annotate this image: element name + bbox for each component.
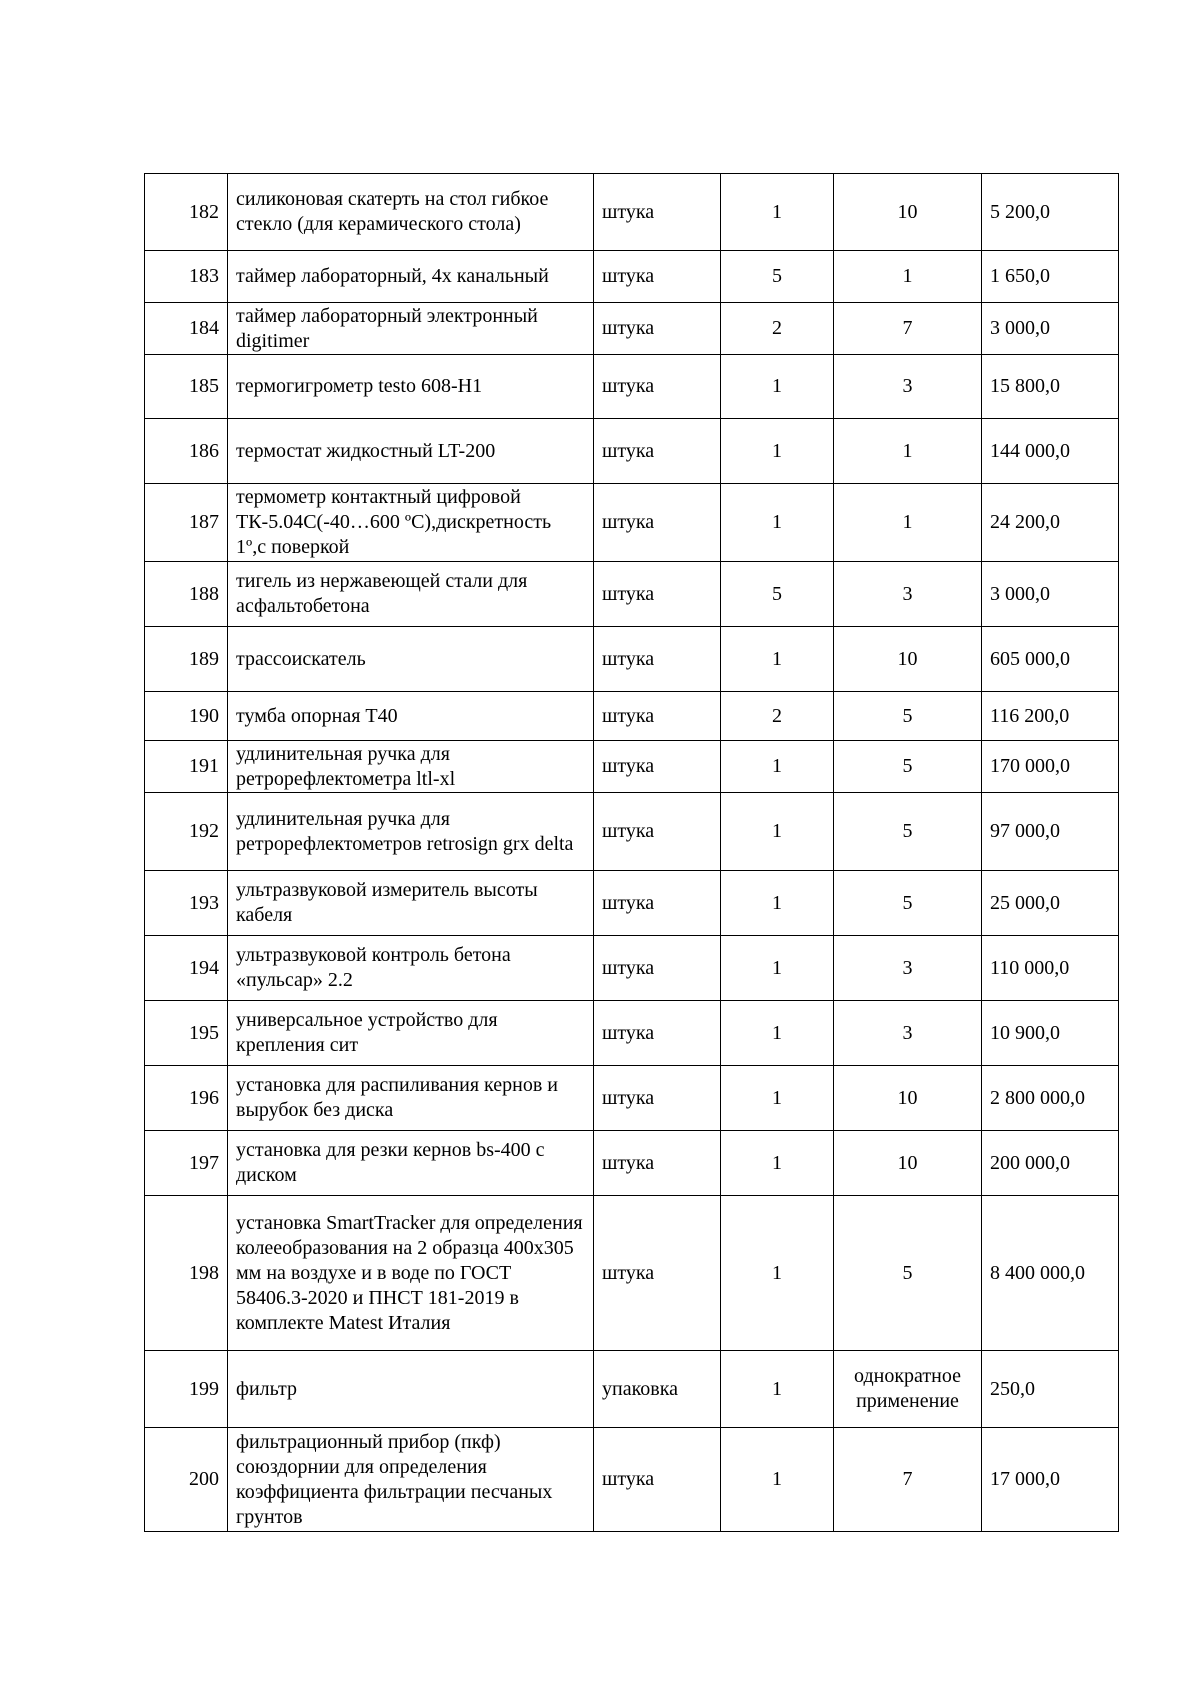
quantity: 1 <box>721 741 834 793</box>
item-name: термометр контактный цифровой ТК-5.04С(-40…600 ºС),дискретность 1º,с поверкой <box>228 484 594 562</box>
row-number: 182 <box>145 174 228 251</box>
price: 170 000,0 <box>982 741 1119 793</box>
row-number: 183 <box>145 251 228 303</box>
quantity: 1 <box>721 1428 834 1532</box>
item-name: термогигрометр testo 608-H1 <box>228 355 594 419</box>
price: 250,0 <box>982 1351 1119 1428</box>
unit-of-measure: штука <box>594 1131 721 1196</box>
price: 8 400 000,0 <box>982 1196 1119 1351</box>
price: 2 800 000,0 <box>982 1066 1119 1131</box>
row-number: 184 <box>145 303 228 355</box>
table-row <box>145 251 1119 303</box>
table-row <box>145 936 1119 1001</box>
unit-of-measure: штука <box>594 419 721 484</box>
service-life: 5 <box>834 871 982 936</box>
price: 200 000,0 <box>982 1131 1119 1196</box>
item-name: таймер лабораторный электронный digitimer <box>228 303 594 355</box>
price: 1 650,0 <box>982 251 1119 303</box>
table-row <box>145 692 1119 741</box>
service-life: 5 <box>834 692 982 741</box>
table-row <box>145 1001 1119 1066</box>
price: 5 200,0 <box>982 174 1119 251</box>
item-name: трассоискатель <box>228 627 594 692</box>
table-row <box>145 419 1119 484</box>
price: 25 000,0 <box>982 871 1119 936</box>
table-row <box>145 562 1119 627</box>
service-life: 1 <box>834 484 982 562</box>
row-number: 187 <box>145 484 228 562</box>
price: 97 000,0 <box>982 793 1119 871</box>
service-life: 10 <box>834 627 982 692</box>
row-number: 194 <box>145 936 228 1001</box>
unit-of-measure: штука <box>594 303 721 355</box>
quantity: 1 <box>721 793 834 871</box>
quantity: 1 <box>721 871 834 936</box>
price: 3 000,0 <box>982 303 1119 355</box>
row-number: 188 <box>145 562 228 627</box>
item-name: установка SmartTracker для определения колееобразования на 2 образца 400х305 мм на воздухе и в воде по ГОСТ 58406.3-2020 и ПНСТ 181-2019 в комплекте Matest Италия <box>228 1196 594 1351</box>
price: 605 000,0 <box>982 627 1119 692</box>
item-name: фильтр <box>228 1351 594 1428</box>
table-row <box>145 174 1119 251</box>
row-number: 191 <box>145 741 228 793</box>
service-life: 10 <box>834 174 982 251</box>
table-row <box>145 484 1119 562</box>
price: 15 800,0 <box>982 355 1119 419</box>
unit-of-measure: штука <box>594 627 721 692</box>
service-life: 1 <box>834 419 982 484</box>
service-life: 3 <box>834 355 982 419</box>
unit-of-measure: штука <box>594 1196 721 1351</box>
unit-of-measure: штука <box>594 871 721 936</box>
price: 3 000,0 <box>982 562 1119 627</box>
unit-of-measure: штука <box>594 251 721 303</box>
row-number: 195 <box>145 1001 228 1066</box>
row-number: 196 <box>145 1066 228 1131</box>
item-name: тигель из нержавеющей стали для асфальтобетона <box>228 562 594 627</box>
item-name: таймер лабораторный, 4х канальный <box>228 251 594 303</box>
quantity: 5 <box>721 251 834 303</box>
row-number: 186 <box>145 419 228 484</box>
table-row <box>145 1196 1119 1351</box>
quantity: 1 <box>721 1066 834 1131</box>
row-number: 200 <box>145 1428 228 1532</box>
item-name: тумба опорная Т40 <box>228 692 594 741</box>
quantity: 1 <box>721 484 834 562</box>
quantity: 1 <box>721 419 834 484</box>
quantity: 1 <box>721 174 834 251</box>
service-life: 10 <box>834 1131 982 1196</box>
item-name: ультразвуковой контроль бетона «пульсар» 2.2 <box>228 936 594 1001</box>
unit-of-measure: упаковка <box>594 1351 721 1428</box>
unit-of-measure: штука <box>594 174 721 251</box>
service-life: однократное применение <box>834 1351 982 1428</box>
unit-of-measure: штука <box>594 1428 721 1532</box>
service-life: 7 <box>834 1428 982 1532</box>
item-name: установка для распиливания кернов и вырубок без диска <box>228 1066 594 1131</box>
table-row <box>145 1131 1119 1196</box>
item-name: универсальное устройство для крепления сит <box>228 1001 594 1066</box>
unit-of-measure: штука <box>594 484 721 562</box>
item-name: термостат жидкостный LT-200 <box>228 419 594 484</box>
unit-of-measure: штука <box>594 741 721 793</box>
table-row <box>145 1428 1119 1532</box>
table-row <box>145 303 1119 355</box>
service-life: 3 <box>834 562 982 627</box>
price: 116 200,0 <box>982 692 1119 741</box>
service-life: 5 <box>834 793 982 871</box>
service-life: 5 <box>834 741 982 793</box>
price: 17 000,0 <box>982 1428 1119 1532</box>
item-name: удлинительная ручка для ретрорефлектометров retrosign grx delta <box>228 793 594 871</box>
row-number: 189 <box>145 627 228 692</box>
quantity: 1 <box>721 627 834 692</box>
table-row <box>145 1066 1119 1131</box>
item-name: удлинительная ручка для ретрорефлектометра ltl-xl <box>228 741 594 793</box>
unit-of-measure: штука <box>594 936 721 1001</box>
row-number: 198 <box>145 1196 228 1351</box>
row-number: 199 <box>145 1351 228 1428</box>
quantity: 1 <box>721 1001 834 1066</box>
row-number: 192 <box>145 793 228 871</box>
table-row <box>145 627 1119 692</box>
row-number: 193 <box>145 871 228 936</box>
service-life: 10 <box>834 1066 982 1131</box>
unit-of-measure: штука <box>594 562 721 627</box>
inventory-table <box>144 173 1119 1532</box>
quantity: 1 <box>721 355 834 419</box>
unit-of-measure: штука <box>594 793 721 871</box>
quantity: 2 <box>721 303 834 355</box>
quantity: 1 <box>721 1351 834 1428</box>
service-life: 3 <box>834 1001 982 1066</box>
item-name: силиконовая скатерть на стол гибкое стекло (для керамического стола) <box>228 174 594 251</box>
service-life: 1 <box>834 251 982 303</box>
quantity: 2 <box>721 692 834 741</box>
table-row <box>145 871 1119 936</box>
item-name: установка для резки кернов bs-400 с диском <box>228 1131 594 1196</box>
row-number: 197 <box>145 1131 228 1196</box>
table-row <box>145 355 1119 419</box>
unit-of-measure: штука <box>594 1066 721 1131</box>
service-life: 3 <box>834 936 982 1001</box>
item-name: ультразвуковой измеритель высоты кабеля <box>228 871 594 936</box>
item-name: фильтрационный прибор (пкф) союздорнии для определения коэффициента фильтрации песчаных грунтов <box>228 1428 594 1532</box>
unit-of-measure: штука <box>594 1001 721 1066</box>
row-number: 185 <box>145 355 228 419</box>
service-life: 5 <box>834 1196 982 1351</box>
table-row <box>145 793 1119 871</box>
price: 10 900,0 <box>982 1001 1119 1066</box>
quantity: 1 <box>721 936 834 1001</box>
quantity: 1 <box>721 1131 834 1196</box>
price: 24 200,0 <box>982 484 1119 562</box>
table-row <box>145 1351 1119 1428</box>
quantity: 1 <box>721 1196 834 1351</box>
unit-of-measure: штука <box>594 355 721 419</box>
service-life: 7 <box>834 303 982 355</box>
row-number: 190 <box>145 692 228 741</box>
price: 110 000,0 <box>982 936 1119 1001</box>
table-row <box>145 741 1119 793</box>
quantity: 5 <box>721 562 834 627</box>
price: 144 000,0 <box>982 419 1119 484</box>
unit-of-measure: штука <box>594 692 721 741</box>
